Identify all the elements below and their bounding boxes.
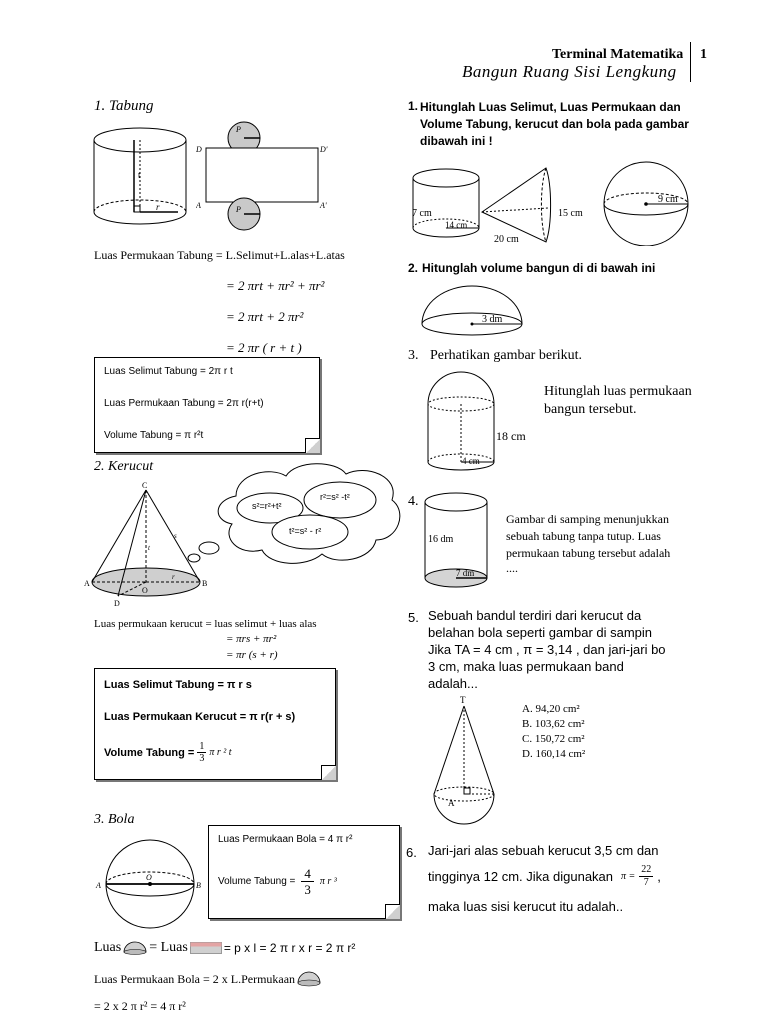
kerucut-volume-label: Volume Tabung = <box>104 746 195 759</box>
q1-cone-slant: 20 cm <box>494 234 519 245</box>
q6-line-2-text: tingginya 12 cm. Jika digunakan <box>428 869 614 884</box>
kerucut-label-O: O <box>142 586 148 595</box>
kerucut-box-line-2: Luas Permukaan Kerucut = π r(r + s) <box>104 711 296 723</box>
bola-fraction-num: 4 <box>301 866 314 882</box>
kerucut-formula-line-1: Luas permukaan kerucut = luas selimut + luas alas <box>94 618 317 630</box>
tabung-heading: 1. Tabung <box>94 98 154 114</box>
tabung-net-figure <box>196 120 336 232</box>
q4-radius: 7 dm <box>456 568 475 578</box>
cloud-formula-2: r²=s² -t² <box>320 492 350 502</box>
tabung-formula-intro: Luas Permukaan Tabung = L.Selimut+L.alas+L.atas <box>94 248 345 262</box>
header-subtitle: Bangun Ruang Sisi Lengkung <box>462 62 677 81</box>
q4-text-4: .... <box>506 561 518 575</box>
bola-line-3: = 2 x 2 π r² = 4 π r² <box>94 999 186 1013</box>
bola-eq-luas-2: = Luas <box>149 940 188 955</box>
q5-label-T: T <box>460 695 466 705</box>
q4-text-1: Gambar di samping menunjukkan <box>506 512 669 526</box>
net-label-D: D <box>196 145 202 154</box>
page-number: 1 <box>700 47 707 62</box>
q1-cone-height: 15 cm <box>558 208 583 219</box>
bola-equation-row <box>94 940 355 956</box>
q5-line-1: Sebuah bandul terdiri dari kerucut da <box>428 608 642 623</box>
bola-sphere-figure <box>94 834 210 934</box>
q2-text: Hitunglah volume bangun di di bawah ini <box>422 261 656 275</box>
kerucut-label-D: D <box>114 599 120 608</box>
tabung-cylinder-figure <box>86 122 198 230</box>
header-title: Terminal Matematika <box>552 47 684 62</box>
net-label-P-bottom: P <box>236 205 241 214</box>
kerucut-volume-fraction <box>197 741 206 764</box>
hemisphere-icon <box>123 941 147 955</box>
q6-line-2 <box>428 864 661 889</box>
q3-height: 18 cm <box>496 429 526 443</box>
bola-volume-tail: π r ³ <box>319 876 337 887</box>
net-label-A2: A' <box>320 201 327 210</box>
q1-cyl-radius: 14 cm <box>445 220 468 230</box>
kerucut-label-C: C <box>142 481 148 490</box>
bola-summary-box <box>208 825 400 919</box>
bola-box-line-1: Luas Permukaan Bola = 4 π r² <box>218 834 353 845</box>
q5-line-2: belahan bola seperti gambar di sampin <box>428 625 653 640</box>
q6-line-3: maka luas sisi kerucut itu adalah.. <box>428 899 624 914</box>
tabung-step-1: = 2 πrt + πr² + πr² <box>226 278 325 293</box>
bola-fraction-den: 3 <box>304 882 311 897</box>
tabung-box-line-2: Luas Permukaan Tabung = 2π r(r+t) <box>104 398 264 409</box>
q5-option-b[interactable]: B. 103,62 cm² <box>522 718 585 730</box>
q5-number: 5. <box>408 610 419 625</box>
q4-text-2: sebuah tabung tanpa tutup. Luas <box>506 529 661 543</box>
bola-volume-label: Volume Tabung = <box>218 876 296 887</box>
kerucut-formula-line-2: = πrs + πr² <box>226 633 277 645</box>
q2-radius: 3 dm <box>482 314 503 325</box>
kerucut-heading: 2. Kerucut <box>94 459 154 474</box>
q3-ask-line-1: Hitunglah luas permukaan <box>544 384 692 399</box>
q5-option-d[interactable]: D. 160,14 cm² <box>522 748 586 760</box>
rectangle-icon <box>190 942 222 954</box>
q6-fraction-num: 22 <box>641 864 652 875</box>
tabung-t-label: t <box>138 170 141 180</box>
thought-cloud <box>186 460 408 570</box>
kerucut-fraction-num: 1 <box>199 741 205 752</box>
net-label-D2: D' <box>320 145 328 154</box>
tabung-step-3: = 2 πr ( r + t ) <box>226 340 302 355</box>
q6-line-2-comma: , <box>657 869 661 884</box>
q6-fraction-den: 7 <box>643 877 649 888</box>
q3-ask-line-2: bangun tersebut. <box>544 402 637 417</box>
kerucut-formula-line-3: = πr (s + r) <box>226 649 278 661</box>
tabung-box-line-3: Volume Tabung = π r²t <box>104 430 204 441</box>
kerucut-label-A: A <box>84 579 90 588</box>
kerucut-volume-tail: π r ² t <box>209 747 232 758</box>
net-label-P-top: P <box>236 125 241 134</box>
page-curl-corner <box>321 765 336 780</box>
page-curl-corner <box>385 904 400 919</box>
q2-hemisphere-figure <box>418 284 528 340</box>
q5-option-c[interactable]: C. 150,72 cm² <box>522 733 585 745</box>
q5-line-4: 3 cm, maka luas permukaan band <box>428 659 624 674</box>
header-divider <box>690 42 691 82</box>
q2-number: 2. <box>408 261 419 275</box>
kerucut-summary-box <box>94 668 336 780</box>
bola-line-2 <box>94 971 321 987</box>
q5-pendulum-figure <box>418 694 514 834</box>
q1-number: 1. <box>408 99 419 113</box>
cloud-formula-1: s²=r²+t² <box>252 501 282 511</box>
q3-capsule-figure <box>422 368 532 478</box>
kerucut-box-line-3 <box>104 741 232 764</box>
cloud-formula-3: t²=s² - r² <box>289 526 322 536</box>
bola-label-B: B <box>196 881 201 890</box>
q5-label-A: A <box>448 798 455 808</box>
bola-eq-luas: Luas <box>94 940 122 955</box>
q6-pi-label: π = <box>621 871 636 882</box>
q1-cyl-height: 7 cm <box>412 208 432 219</box>
page-curl-corner <box>305 438 320 453</box>
tabung-step-2: = 2 πrt + 2 πr² <box>226 309 304 324</box>
q5-line-5: adalah... <box>428 676 478 691</box>
q1-figures <box>408 160 696 246</box>
tabung-box-line-1: Luas Selimut Tabung = 2π r t <box>104 366 233 377</box>
q4-height: 16 dm <box>428 534 454 545</box>
q6-number: 6. <box>406 845 417 860</box>
kerucut-box-line-1: Luas Selimut Tabung = π r s <box>104 679 252 691</box>
bola-eq-rest: = p x l = 2 π r x r = 2 π r² <box>223 941 356 955</box>
bola-label-O: O <box>146 873 152 882</box>
q3-radius: 4 cm <box>462 456 480 466</box>
q5-line-3: Jika TA = 4 cm , π = 3,14 , dan jari-jari bo <box>428 642 666 657</box>
kerucut-label-s: s <box>174 532 177 540</box>
q4-open-cylinder-figure <box>420 488 500 594</box>
q5-option-a[interactable]: A. 94,20 cm² <box>522 703 580 715</box>
kerucut-fraction-den: 3 <box>199 753 205 764</box>
net-label-A: A <box>196 201 201 210</box>
tabung-r-label: r <box>156 202 160 212</box>
q6-line-1: Jari-jari alas sebuah kerucut 3,5 cm dan <box>428 843 659 858</box>
q5-options <box>522 702 585 762</box>
bola-heading: 3. Bola <box>94 812 135 827</box>
hemisphere-icon <box>297 971 321 987</box>
kerucut-label-B: B <box>202 579 208 588</box>
q4-number: 4. <box>408 494 419 509</box>
q1-text: Hitunglah Luas Selimut, Luas Permukaan dan Volume Tabung, kerucut dan bola pada gambar dibawah ini ! <box>420 100 689 148</box>
tabung-summary-box <box>94 357 320 453</box>
q4-text-3: permukaan tabung tersebut adalah <box>506 546 671 560</box>
bola-volume-fraction <box>301 866 314 897</box>
q3-text: Perhatikan gambar berikut. <box>430 348 583 363</box>
kerucut-label-t: t <box>148 544 150 552</box>
kerucut-label-r: r <box>172 573 175 581</box>
q3-number: 3. <box>408 348 419 363</box>
q1-sphere-radius: 9 cm <box>658 194 678 205</box>
bola-box-line-2 <box>218 866 337 897</box>
q6-fraction <box>639 864 653 889</box>
bola-line-2-text: Luas Permukaan Bola = 2 x L.Permukaan <box>94 971 296 986</box>
bola-label-A: A <box>96 881 101 890</box>
